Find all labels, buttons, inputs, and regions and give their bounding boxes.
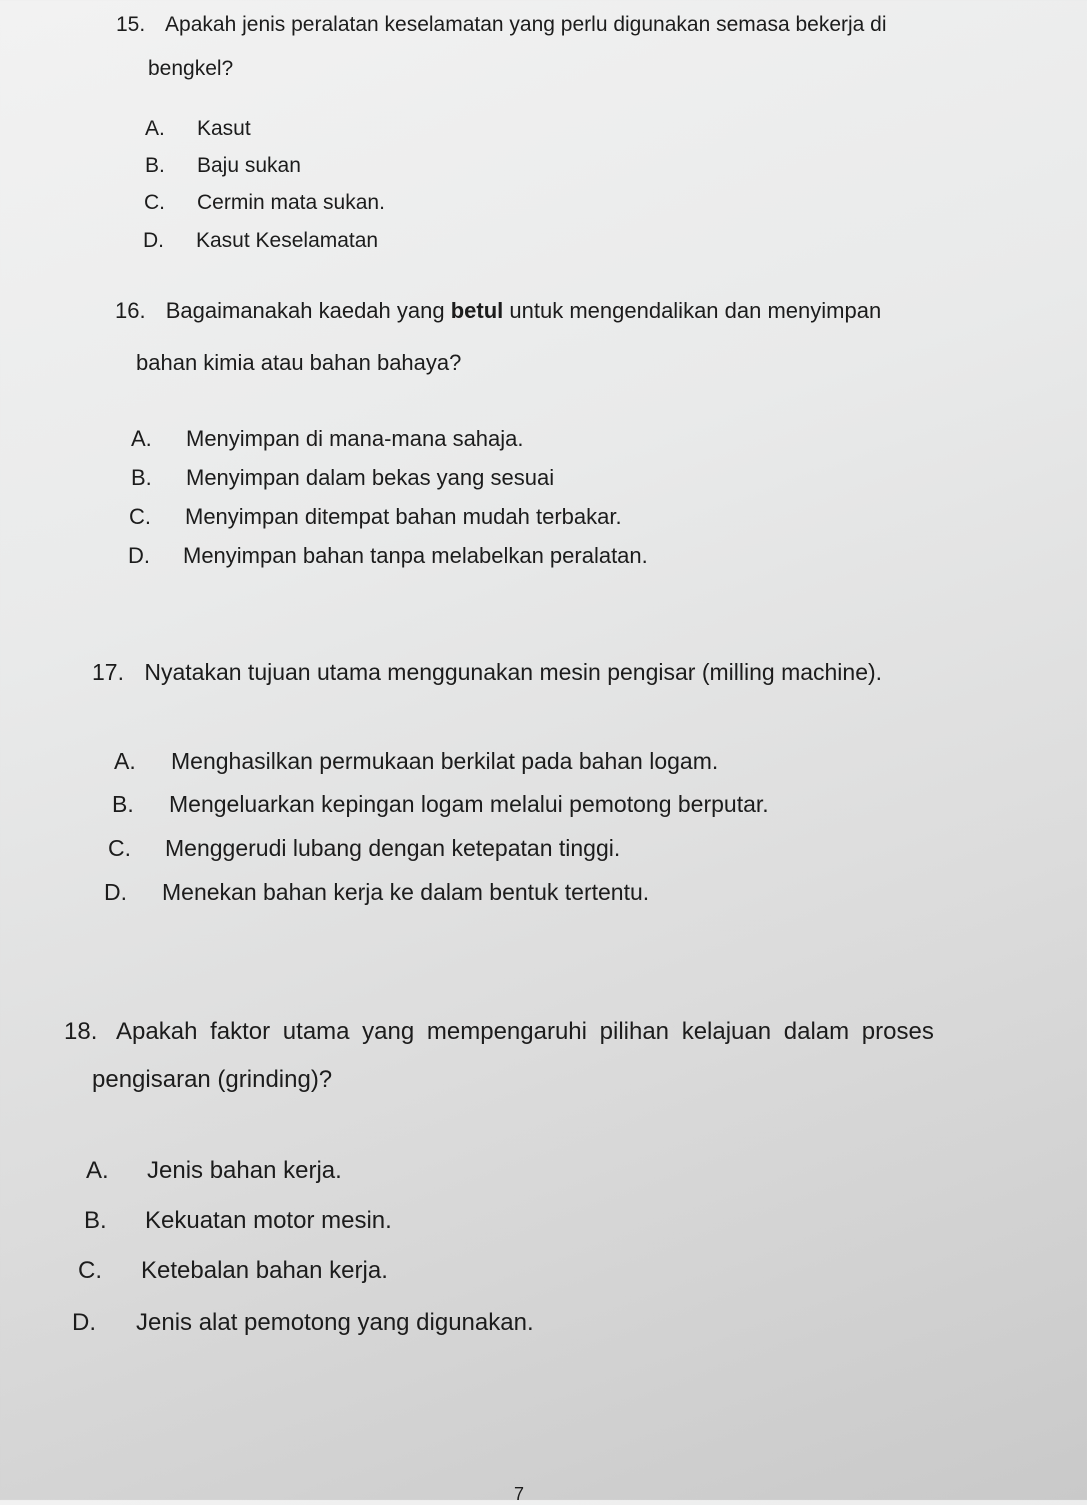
question-18-option-d: D. Jenis alat pemotong yang digunakan. xyxy=(72,1309,534,1336)
emphasis-betul: betul xyxy=(450,298,504,323)
question-15-option-b: B. Baju sukan xyxy=(145,154,301,177)
question-16-text: Bagaimanakah kaedah yang betul untuk mengendalikan dan menyimpan xyxy=(165,298,882,323)
question-16-stem-line1 xyxy=(115,300,881,322)
question-15-option-c: C. Cermin mata sukan. xyxy=(144,191,385,214)
question-16-option-b: B. Menyimpan dalam bekas yang sesuai xyxy=(131,465,555,490)
question-18-number: 18. xyxy=(64,1018,98,1045)
question-18-option-a: A. Jenis bahan kerja. xyxy=(86,1157,342,1184)
question-17-option-d: D. Menekan bahan kerja ke dalam bentuk tertentu. xyxy=(104,879,650,905)
question-16-option-a: A. Menyimpan di mana-mana sahaja. xyxy=(131,426,524,451)
question-15-stem-line1 xyxy=(116,14,887,35)
question-15-text: Apakah jenis peralatan keselamatan yang perlu digunakan semasa bekerja di xyxy=(165,13,887,36)
question-18-option-b: B. Kekuatan motor mesin. xyxy=(84,1207,392,1234)
question-17-text: Nyatakan tujuan utama menggunakan mesin pengisar (milling machine). xyxy=(144,659,883,685)
question-17-number: 17. xyxy=(92,659,124,685)
question-17-option-a: A. Menghasilkan permukaan berkilat pada bahan logam. xyxy=(114,748,719,774)
question-18-stem-line1 xyxy=(64,1020,934,1044)
question-15-number: 15. xyxy=(116,13,146,36)
question-15-option-d: D. Kasut Keselamatan xyxy=(143,229,379,252)
question-16-stem-line2: bahan kimia atau bahan bahaya? xyxy=(136,350,462,375)
page-number: 7 xyxy=(514,1484,525,1504)
question-16-option-c: C. Menyimpan ditempat bahan mudah terbakar. xyxy=(129,504,622,529)
question-17-stem-line1 xyxy=(92,661,882,684)
question-16-number: 16. xyxy=(115,298,146,323)
question-18-text: Apakah faktor utama yang mempengaruhi pilihan kelajuan dalam proses xyxy=(116,1018,934,1045)
question-17-option-c: C. Menggerudi lubang dengan ketepatan tinggi. xyxy=(108,835,621,861)
question-16-option-d: D. Menyimpan bahan tanpa melabelkan peralatan. xyxy=(128,543,648,568)
question-18-stem-line2: pengisaran (grinding)? xyxy=(92,1066,333,1093)
question-17-option-b: B. Mengeluarkan kepingan logam melalui pemotong berputar. xyxy=(112,791,769,817)
question-15-option-a: A. Kasut xyxy=(145,117,251,140)
question-18-option-c: C. Ketebalan bahan kerja. xyxy=(78,1257,388,1284)
question-15-stem-line2: bengkel? xyxy=(148,57,234,80)
